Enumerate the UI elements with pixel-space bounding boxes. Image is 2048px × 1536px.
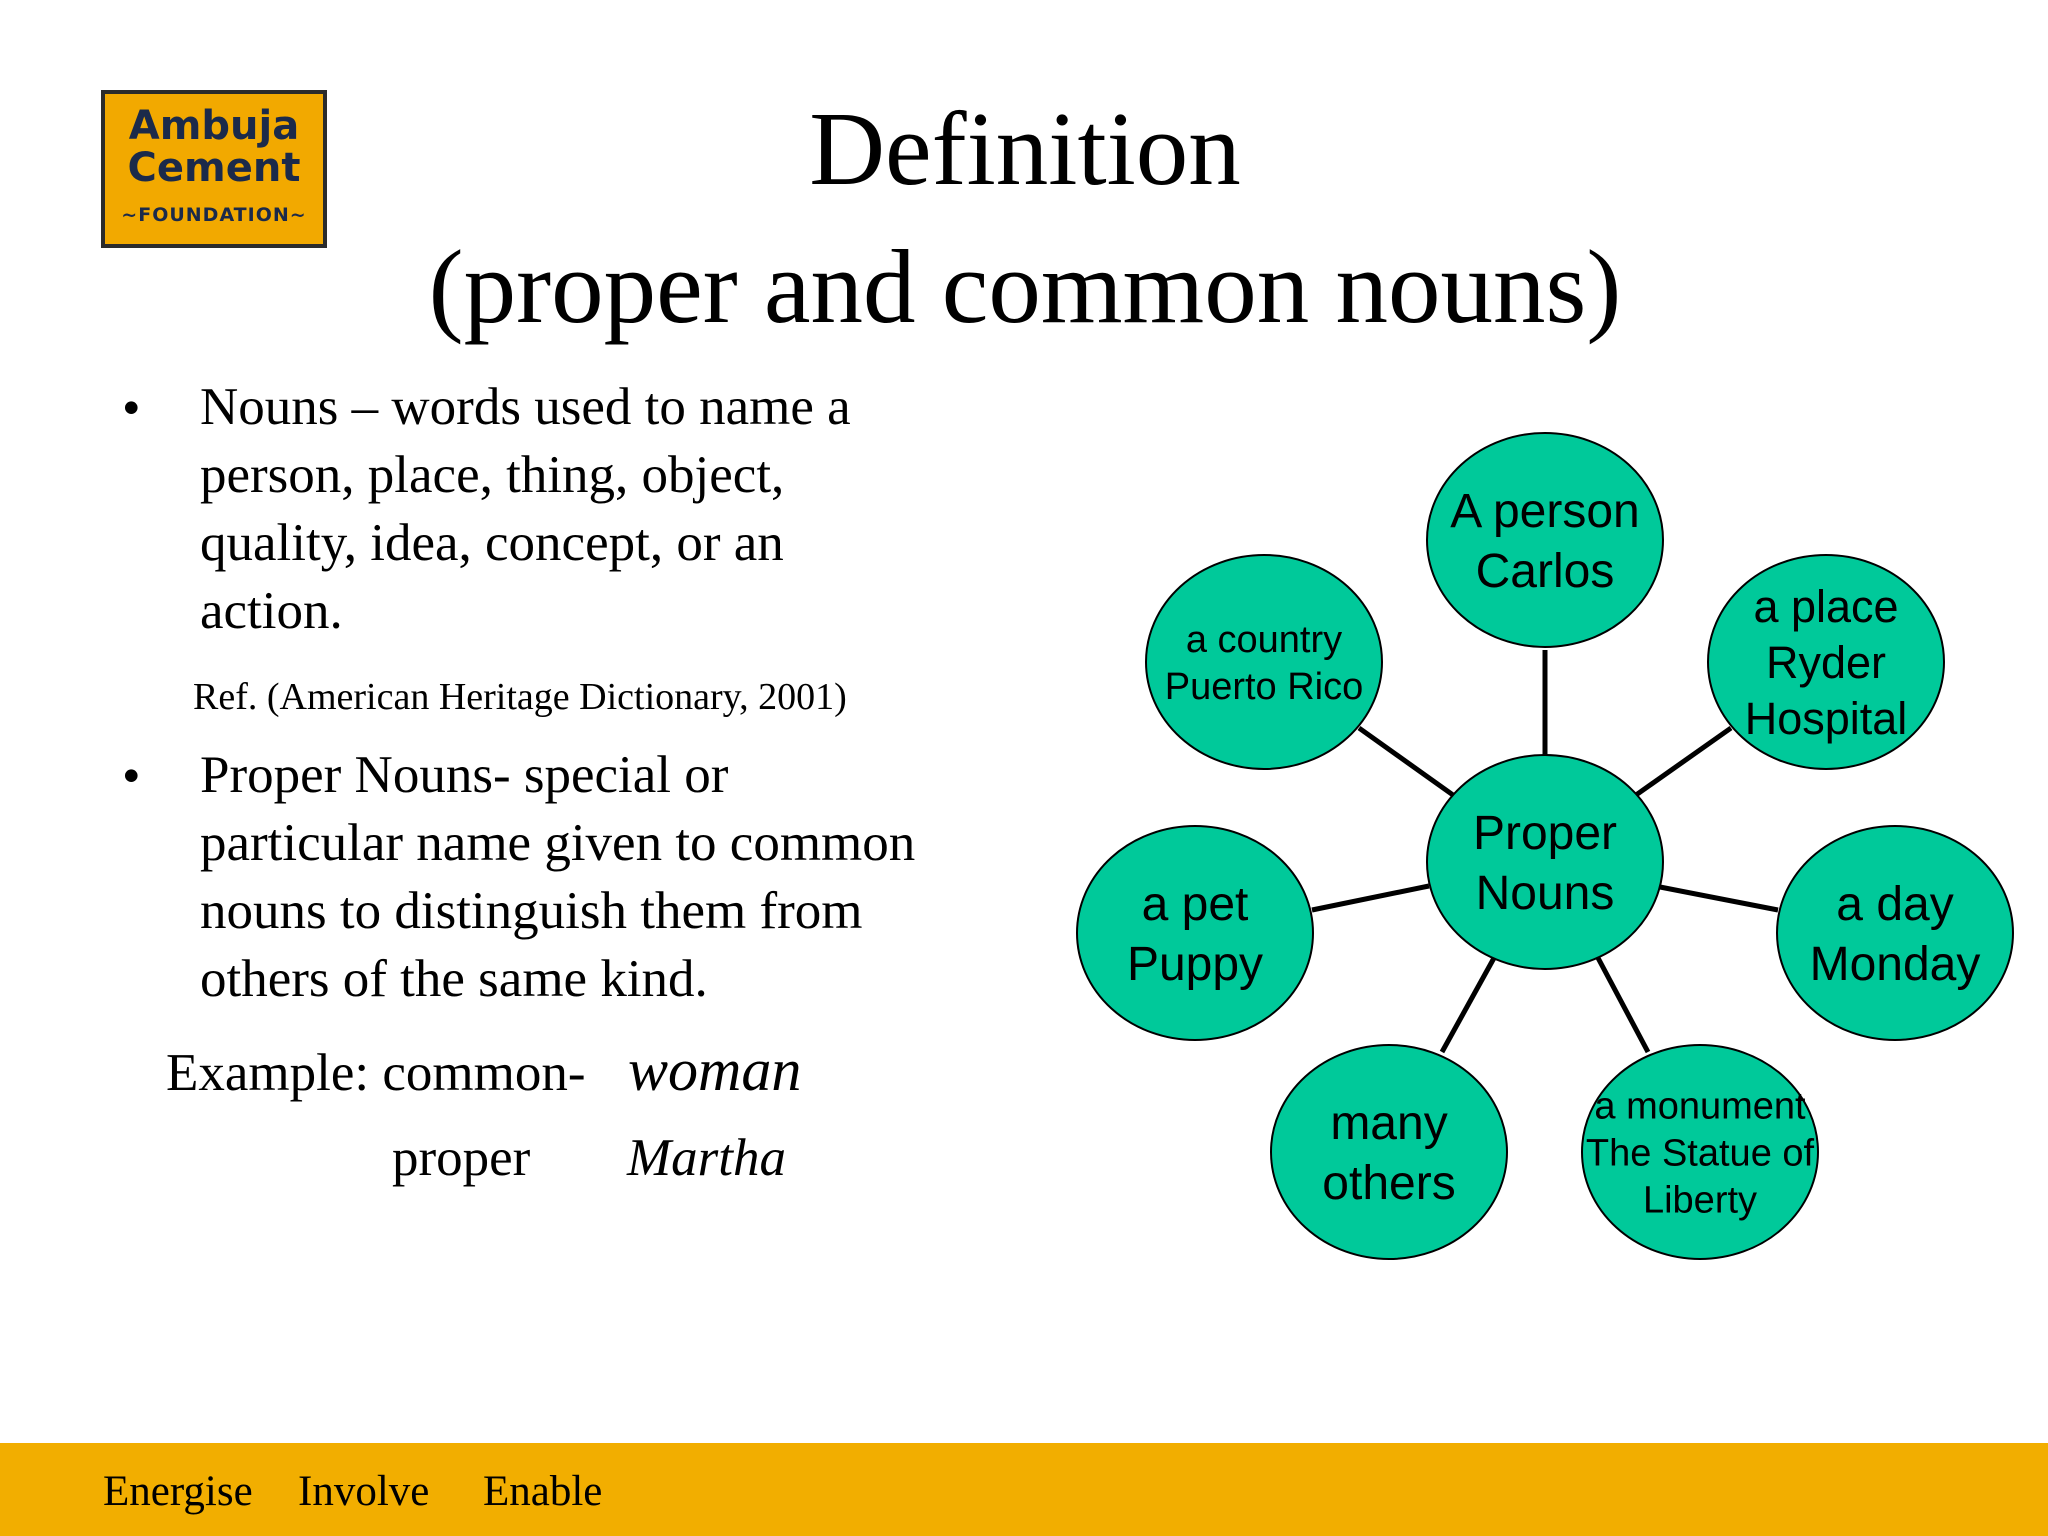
node-day-label-line-1: a day bbox=[1836, 877, 1954, 931]
node-day-label-line-2: Monday bbox=[1809, 937, 1981, 991]
center-node-label-line-2: Nouns bbox=[1475, 866, 1615, 920]
node-monument-label-line-2: The Statue of bbox=[1585, 1132, 1815, 1175]
node-pet-label-line-2: Puppy bbox=[1126, 937, 1264, 991]
node-day bbox=[1777, 826, 2013, 1040]
node-person-label-line-2: Carlos bbox=[1475, 544, 1615, 598]
node-country-label-line-2: Puerto Rico bbox=[1164, 665, 1364, 708]
node-many-others bbox=[1271, 1045, 1507, 1259]
node-person bbox=[1427, 433, 1663, 647]
bullet-1-line-1: Nouns – words used to name a bbox=[200, 378, 851, 436]
node-person-label-line-1: A person bbox=[1450, 484, 1640, 538]
example-label: Example: common- bbox=[166, 1044, 586, 1102]
node-many-others-label-line-1: many bbox=[1330, 1096, 1448, 1150]
slide-title: Definition bbox=[809, 90, 1241, 207]
node-pet bbox=[1077, 826, 1313, 1040]
node-place-label-line-2: Ryder bbox=[1765, 636, 1887, 688]
logo-line-1: Ambuja bbox=[128, 103, 300, 149]
slide-subtitle: (proper and common nouns) bbox=[428, 228, 1622, 345]
node-place-label-line-1: a place bbox=[1753, 580, 1899, 632]
center-node bbox=[1427, 755, 1663, 969]
example-proper-word: Martha bbox=[627, 1129, 786, 1187]
footer-item-energise: Energise bbox=[103, 1468, 253, 1515]
bullet-1-line-2: person, place, thing, object, bbox=[200, 446, 785, 504]
connector-place bbox=[1636, 728, 1731, 795]
example-common-word: woman bbox=[628, 1037, 802, 1103]
node-place-label-line-3: Hospital bbox=[1744, 692, 1908, 744]
center-node-label-line-1: Proper bbox=[1472, 806, 1618, 860]
reference-citation: Ref. (American Heritage Dictionary, 2001) bbox=[193, 676, 847, 718]
node-country-label-line-1: a country bbox=[1185, 618, 1343, 661]
bullet-marker-1: • bbox=[122, 379, 141, 437]
node-pet-label-line-1: a pet bbox=[1141, 877, 1249, 931]
bullet-2-line-3: nouns to distinguish them from bbox=[200, 882, 863, 940]
footer-bar bbox=[0, 1443, 2048, 1536]
connector-country bbox=[1359, 728, 1453, 795]
logo-line-3: ~FOUNDATION~ bbox=[121, 204, 307, 226]
footer-item-enable: Enable bbox=[483, 1468, 603, 1515]
connector-pet bbox=[1312, 886, 1429, 910]
example-proper-label: proper bbox=[392, 1129, 531, 1187]
node-many-others-label-line-2: others bbox=[1322, 1156, 1456, 1210]
connector-day bbox=[1660, 887, 1778, 910]
bullet-1-line-3: quality, idea, concept, or an bbox=[200, 514, 784, 572]
connector-many-others bbox=[1442, 958, 1494, 1052]
bullet-marker-2: • bbox=[122, 747, 141, 805]
bullet-2-line-1: Proper Nouns- special or bbox=[200, 746, 729, 804]
bullet-2-line-2: particular name given to common bbox=[200, 814, 916, 872]
footer-item-involve: Involve bbox=[298, 1468, 430, 1515]
connector-monument bbox=[1597, 956, 1648, 1052]
bullet-1-line-4: action. bbox=[200, 582, 343, 640]
bullet-2-line-4: others of the same kind. bbox=[200, 950, 708, 1008]
node-country bbox=[1146, 555, 1382, 769]
logo-line-2: Cement bbox=[127, 145, 301, 191]
node-monument-label-line-1: a monument bbox=[1594, 1085, 1806, 1128]
node-monument-label-line-3: Liberty bbox=[1642, 1179, 1758, 1222]
